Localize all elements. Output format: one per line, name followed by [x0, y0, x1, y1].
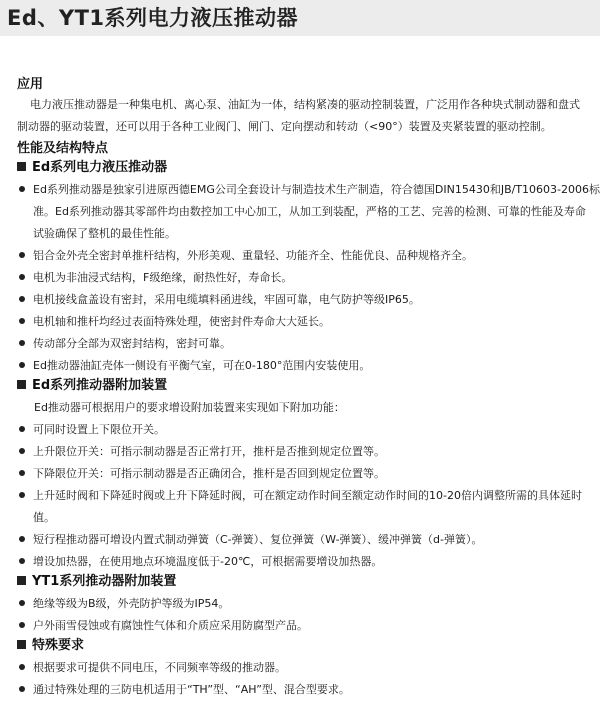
special-requirements-heading-text: 特殊要求: [32, 638, 85, 653]
bullet-icon: [19, 362, 25, 368]
bullet-icon: [19, 686, 25, 692]
ed-series-heading-text: Ed系列电力液压推动器: [32, 160, 168, 175]
list-item-continuation: 准。Ed系列推动器其零部件均由数控加工中心加工，从加工到装配，严格的工艺、完善的检测、可靠的性能及寿命: [33, 205, 586, 218]
list-item-text: 铝合金外壳全密封单推杆结构，外形美观、重量轻、功能齐全、性能优良、品种规格齐全。: [33, 249, 473, 262]
list-item-text: 户外雨雪侵蚀或有腐蚀性气体和介质应采用防腐型产品。: [33, 619, 308, 632]
bullet-icon: [19, 426, 25, 432]
list-item: [19, 249, 600, 263]
bullet-icon: [19, 318, 25, 324]
list-item: [19, 619, 600, 633]
application-paragraph-line-1: 电力液压推动器是一种集电机、离心泵、油缸为一体，结构紧凑的驱动控制装置，广泛用作各种块式制动器和盘式: [30, 98, 580, 111]
application-paragraph-line-2: 制动器的驱动装置，还可以用于各种工业阀门、闸门、定向摆动和转动（<90°）装置及夹紧装置的驱动控制。: [17, 120, 552, 133]
list-item: [19, 315, 600, 329]
list-item: [19, 597, 600, 611]
list-item-text: 根据要求可提供不同电压，不同频率等级的推动器。: [33, 661, 286, 674]
title-bar: [0, 0, 600, 36]
list-item-continuation: 值。: [33, 511, 55, 524]
list-item-continuation: 试验确保了整机的最佳性能。: [33, 227, 176, 240]
list-item-text: 上升限位开关：可指示制动器是否正常打开，推杆是否推到规定位置等。: [33, 445, 385, 458]
list-item: [19, 423, 600, 437]
list-item: [19, 271, 600, 285]
yt1-accessories-heading: [17, 575, 600, 589]
application-heading: 应用: [17, 77, 44, 92]
list-item-text: 电机为非油浸式结构，F级绝缘，耐热性好，寿命长。: [33, 271, 293, 284]
list-item-text: 增设加热器，在使用地点环境温度低于-20℃，可根据需要增设加热器。: [33, 555, 383, 568]
ed-accessories-heading-text: Ed系列推动器附加装置: [32, 378, 168, 393]
bullet-icon: [19, 252, 25, 258]
list-item-text: 电机轴和推杆均经过表面特殊处理，使密封件寿命大大延长。: [33, 315, 330, 328]
list-item-text: 短行程推动器可增设内置式制动弹簧（C-弹簧）、复位弹簧（W-弹簧）、缓冲弹簧（d-弹簧）。: [33, 533, 483, 546]
list-item-text: 通过特殊处理的三防电机适用于“TH”型、“AH”型、混合型要求。: [33, 683, 350, 696]
bullet-icon: [19, 296, 25, 302]
list-item: [19, 467, 600, 481]
special-requirements-heading: [17, 639, 600, 653]
bullet-icon: [19, 536, 25, 542]
list-item-text: 绝缘等级为B级，外壳防护等级为IP54。: [33, 597, 230, 610]
list-item-text: 下降限位开关：可指示制动器是否正确闭合，推杆是否回到规定位置等。: [33, 467, 385, 480]
list-item: [19, 533, 600, 547]
bullet-icon: [19, 274, 25, 280]
list-item: [19, 359, 600, 373]
list-item-text: 上升延时阀和下降延时阀或上升下降延时阀，可在额定动作时间至额定动作时间的10-20倍内调整所需的具体延时: [33, 489, 582, 502]
list-item: [19, 661, 600, 675]
list-item-text: Ed推动器油缸壳体一侧设有平衡气室，可在0-180°范围内安装使用。: [33, 359, 371, 372]
list-item: [19, 337, 600, 351]
bullet-icon: [19, 600, 25, 606]
list-item-text: 可同时设置上下限位开关。: [33, 423, 165, 436]
square-bullet-icon: [17, 162, 26, 171]
list-item: [19, 445, 600, 459]
page-title: Ed、YT1系列电力液压推动器: [7, 6, 299, 30]
list-item: [19, 183, 600, 197]
bullet-icon: [19, 664, 25, 670]
bullet-icon: [19, 622, 25, 628]
bullet-icon: [19, 186, 25, 192]
list-item-text: 传动部分全部为双密封结构，密封可靠。: [33, 337, 231, 350]
list-item: [19, 293, 600, 307]
list-item: [19, 555, 600, 569]
list-item: [19, 489, 600, 503]
list-item-text: 电机接线盒盖设有密封，采用电缆填料函进线，牢固可靠，电气防护等级IP65。: [33, 293, 420, 306]
ed-accessories-heading: [17, 379, 600, 393]
square-bullet-icon: [17, 380, 26, 389]
bullet-icon: [19, 340, 25, 346]
yt1-accessories-heading-text: YT1系列推动器附加装置: [32, 574, 177, 589]
list-item-text: Ed系列推动器是独家引进原西德EMG公司全套设计与制造技术生产制造，符合德国DIN15430和JB/T10603-2006标: [33, 183, 600, 196]
bullet-icon: [19, 448, 25, 454]
bullet-icon: [19, 492, 25, 498]
ed-series-heading: [17, 161, 600, 175]
bullet-icon: [19, 558, 25, 564]
bullet-icon: [19, 470, 25, 476]
square-bullet-icon: [17, 576, 26, 585]
list-item: [19, 683, 600, 697]
features-heading: 性能及结构特点: [17, 141, 109, 156]
square-bullet-icon: [17, 640, 26, 649]
ed-accessories-intro: Ed推动器可根据用户的要求增设附加装置来实现如下附加功能：: [34, 401, 345, 414]
